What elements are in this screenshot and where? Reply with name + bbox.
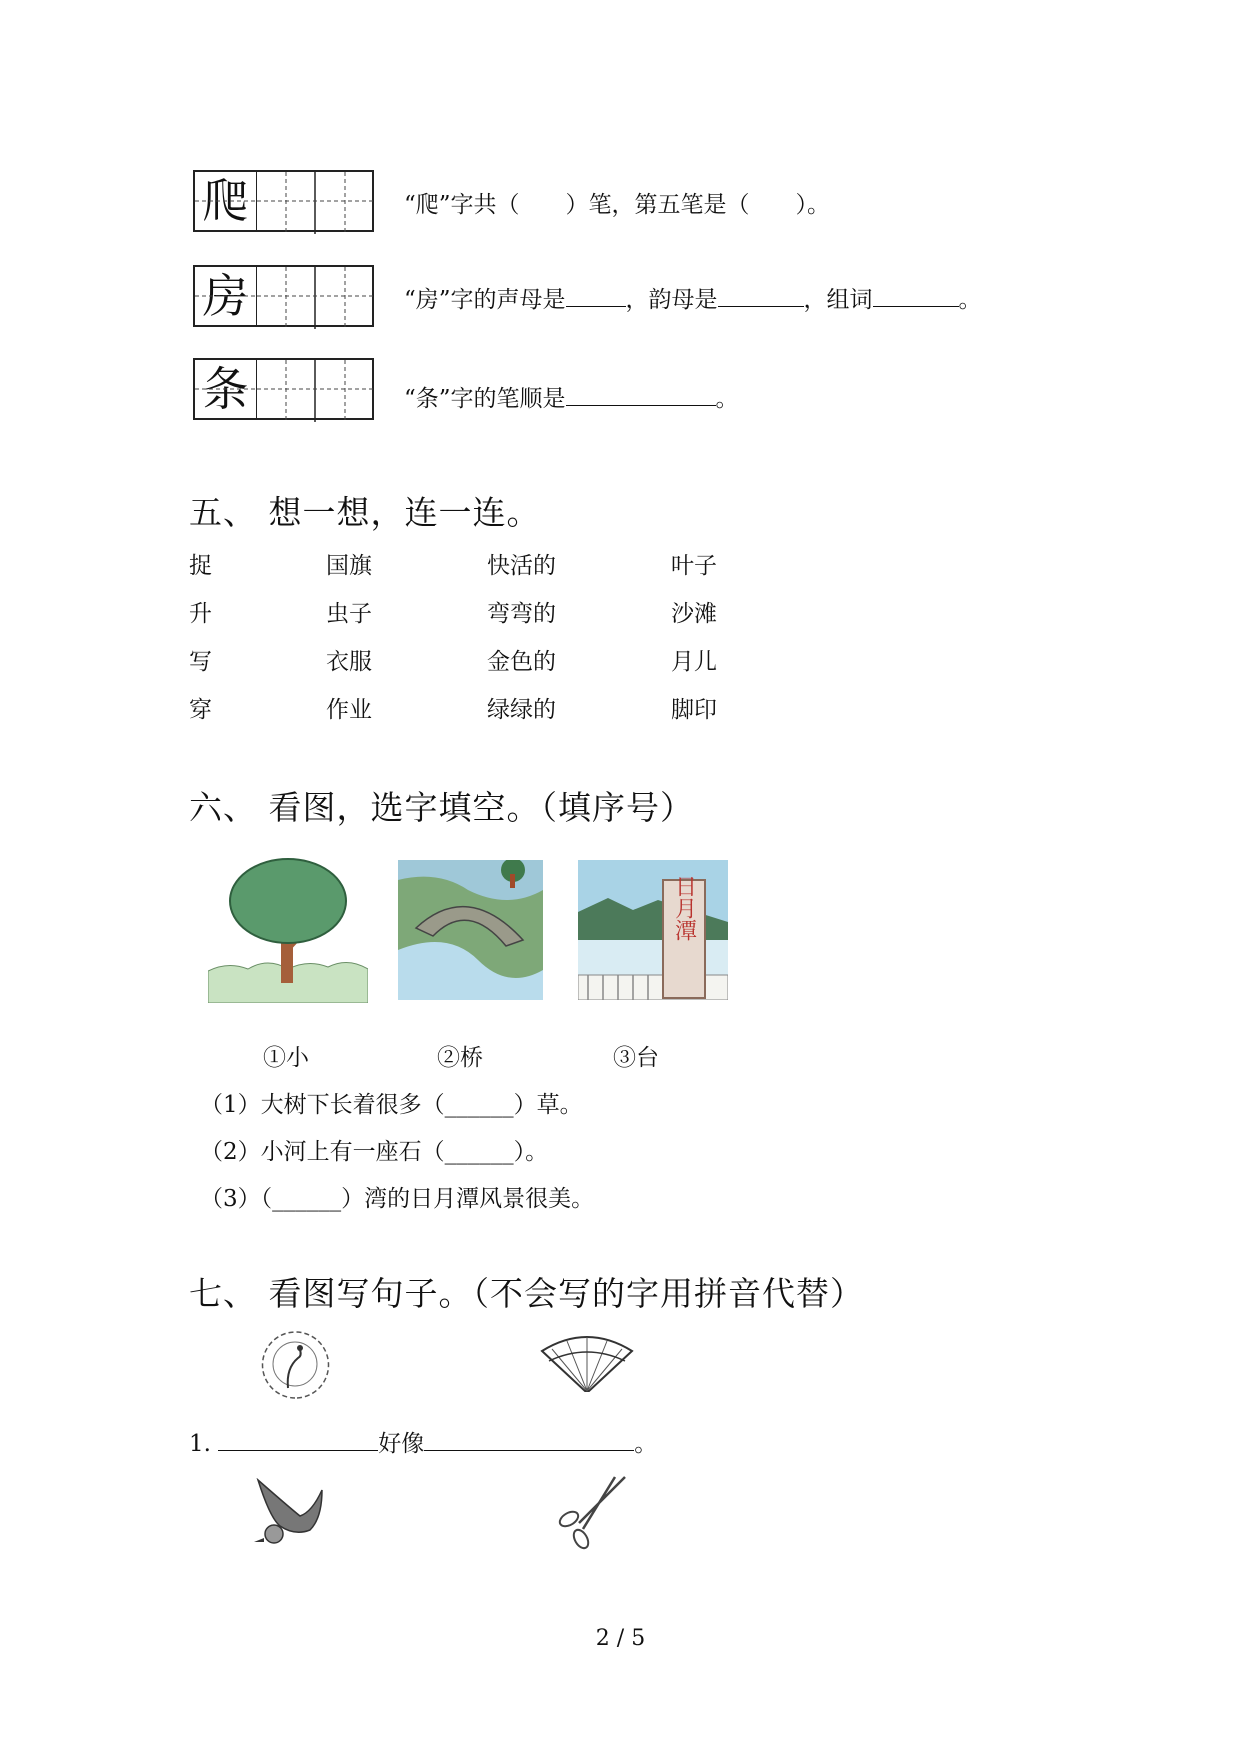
- match-word[interactable]: 作业: [326, 697, 372, 723]
- option-1: ①小: [263, 1045, 309, 1071]
- answer-blank[interactable]: [873, 288, 959, 307]
- swallow-icon: [250, 1478, 325, 1548]
- question-stroke-count: “爬”字共（ ）笔，第五笔是（ ）。: [404, 192, 831, 218]
- match-word[interactable]: 绿绿的: [487, 697, 556, 723]
- tree-picture: [208, 853, 368, 1003]
- fill-sentence-2[interactable]: （2）小河上有一座石（______）。: [200, 1139, 549, 1165]
- sun-moon-lake-picture: [578, 860, 728, 1000]
- answer-blank[interactable]: [566, 288, 626, 307]
- line-mid: 好像: [378, 1431, 425, 1457]
- question-text: 。: [715, 386, 739, 412]
- match-word[interactable]: 穿: [189, 697, 212, 723]
- char-grid-1: [193, 170, 374, 232]
- section7-title: 七、 看图写句子。（不会写的字用拼音代替）: [189, 1274, 864, 1313]
- grid-lines: [195, 267, 376, 329]
- question-text: 。: [958, 287, 982, 313]
- question-text: “房”字的声母是: [404, 287, 566, 313]
- question-text: ，韵母是: [625, 287, 718, 313]
- grid-lines: [195, 360, 376, 422]
- page-number: 2 / 5: [595, 1626, 646, 1651]
- match-word[interactable]: 沙滩: [671, 601, 717, 627]
- answer-blank[interactable]: [566, 387, 716, 406]
- question-stroke-order: [404, 380, 739, 413]
- match-word[interactable]: 月儿: [671, 649, 717, 675]
- match-word[interactable]: 写: [189, 649, 212, 675]
- match-word[interactable]: 快活的: [487, 553, 556, 579]
- answer-blank[interactable]: [718, 288, 804, 307]
- char-cell: 爬: [195, 172, 257, 230]
- answer-blank[interactable]: [424, 1432, 634, 1451]
- section5-title: 五、 想一想，连一连。: [189, 493, 541, 532]
- char-cell: 条: [195, 360, 257, 418]
- question-pinyin: [404, 281, 982, 314]
- match-word[interactable]: 叶子: [671, 553, 717, 579]
- fill-sentence-3[interactable]: （3）（______）湾的日月潭风景很美。: [200, 1186, 595, 1212]
- section6-title: 六、 看图，选字填空。（填序号）: [189, 788, 694, 827]
- match-word[interactable]: 弯弯的: [487, 601, 556, 627]
- fill-sentence-1[interactable]: （1）大树下长着很多（______）草。: [200, 1092, 583, 1118]
- question-text: ，组词: [803, 287, 873, 313]
- bridge-picture: [398, 860, 543, 1000]
- line-number: 1.: [189, 1431, 211, 1457]
- option-2: ②桥: [437, 1045, 483, 1071]
- peacock-icon: [258, 1328, 333, 1403]
- match-word[interactable]: 国旗: [326, 553, 372, 579]
- sentence-line-1[interactable]: [189, 1425, 657, 1458]
- fan-icon: [537, 1331, 637, 1396]
- grid-lines: [195, 172, 376, 234]
- char-grid-2: [193, 265, 374, 327]
- line-end: 。: [634, 1431, 658, 1457]
- match-word[interactable]: 捉: [189, 553, 212, 579]
- char-cell: 房: [195, 267, 257, 325]
- match-word[interactable]: 虫子: [326, 601, 372, 627]
- scissors-icon: [555, 1475, 630, 1550]
- match-word[interactable]: 升: [189, 601, 212, 627]
- char-grid-3: [193, 358, 374, 420]
- question-text: “条”字的笔顺是: [404, 386, 566, 412]
- match-word[interactable]: 金色的: [487, 649, 556, 675]
- match-word[interactable]: 衣服: [326, 649, 372, 675]
- answer-blank[interactable]: [218, 1432, 378, 1451]
- option-3: ③台: [613, 1045, 659, 1071]
- sign-text: 日月潭: [671, 875, 697, 941]
- match-word[interactable]: 脚印: [671, 697, 717, 723]
